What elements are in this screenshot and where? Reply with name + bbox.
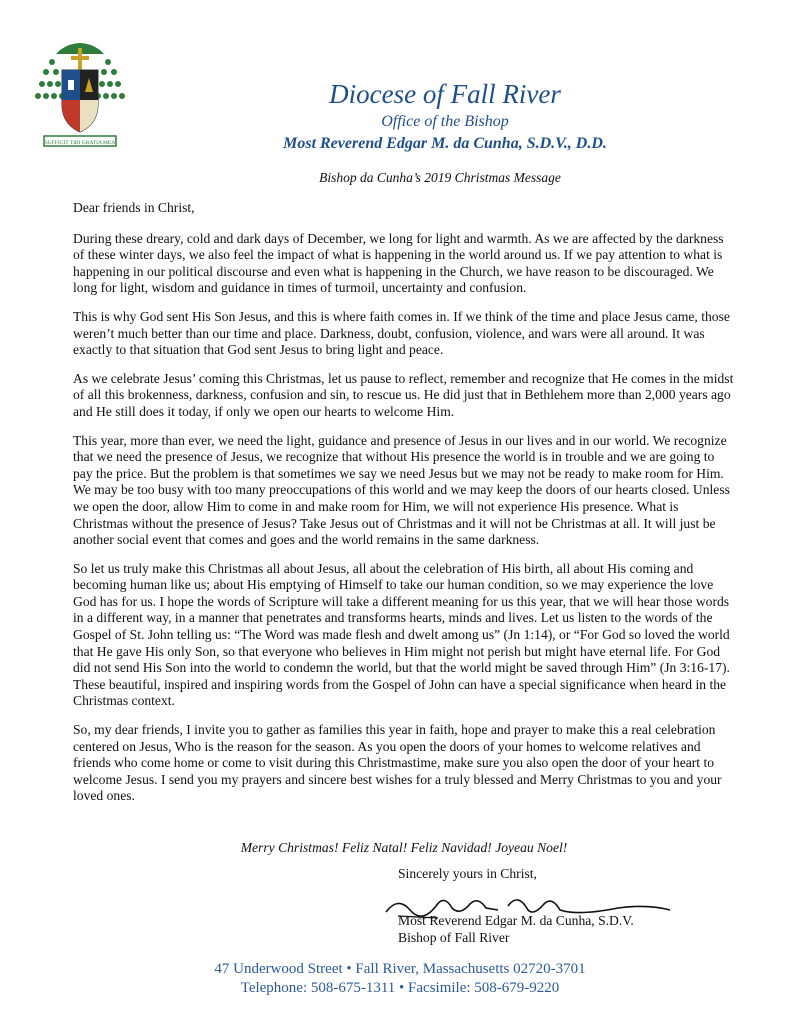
letter-body <box>73 200 735 817</box>
footer-address: 47 Underwood Street • Fall River, Massachusetts 02720-3701 <box>214 961 586 977</box>
closing: Sincerely yours in Christ, <box>398 866 537 881</box>
signature-block <box>398 913 634 946</box>
bishop-name: Most Reverend Edgar M. da Cunha, S.D.V., D.D. <box>283 135 607 152</box>
letterhead <box>215 78 675 154</box>
motto-text: SUFFICIT TIBI GRATIA MEA <box>44 140 116 146</box>
signer-title: Bishop of Fall River <box>398 929 510 945</box>
diocese-name: Diocese of Fall River <box>329 79 561 109</box>
paragraph: As we celebrate Jesus’ coming this Christmas, let us pause to reflect, remember and recognize that He comes in the midst of all this brokenness, darkness, confusion and sin, to rescue us. He did just that in Bethlehem more than 2,000 years ago and He still does it today, if only we open our hearts to welcome Him. <box>73 370 734 419</box>
signer-name: Most Reverend Edgar M. da Cunha, S.D.V. <box>398 913 634 928</box>
office-name: Office of the Bishop <box>381 113 509 130</box>
letter-subtitle: Bishop da Cunha’s 2019 Christmas Message <box>319 170 561 185</box>
footer <box>120 960 680 998</box>
paragraph: So let us truly make this Christmas all about Jesus, all about the celebration of His birth, all about His coming and becoming human like us; about His emptying of Himself to take our human condition, so we may experience the love God has for us. I hope the words of Scripture will take a different meaning for us this year, that we will hear those words in a different way, in a manner that penetrates and transforms hearts, minds and lives. Let us listen to the words of the Gospel of St. John telling us: “The Word was made flesh and dwelt among us” (Jn 1:14), or “For God so loved the world that He gave His only Son, so that everyone who believes in Him might not perish but might have eternal life. For God did not send His Son into the world to condemn the world, but that the world might be saved through Him” (Jn 3:16-17). These beautiful, inspired and inspiring words from the Gospel of John can have a special significance when heard in the Christmas context. <box>73 560 730 709</box>
christmas-wishes: Merry Christmas! Feliz Natal! Feliz Navidad! Joyeau Noel! <box>240 840 568 855</box>
paragraph: This is why God sent His Son Jesus, and this is where faith comes in. If we think of the time and place Jesus came, those weren’t much better than our time and place. Darkness, doubt, confusion, violence, and wars were all around. It was exactly to that situation that God sent Jesus to bring light and peace. <box>73 308 730 358</box>
paragraph: This year, more than ever, we need the light, guidance and presence of Jesus in our lives and in our world. We recognize that we need the presence of Jesus, we recognize that without His presence the world is in trouble and we are going to pay the price. But the problem is that sometimes we say we need Jesus but we may not be ready to make room for Him. We may be too busy with too many preoccupations of this world and we may keep the doors of our hearts closed. Unless we open the door, allow Him to come in and make room for Him, we will not experience His presence. What is Christmas without the presence of Jesus? Take Jesus out of Christmas and it will not be Christmas at all. It will just be another social event that comes and goes and the world remains in the same darkness. <box>73 432 730 548</box>
footer-phone: Telephone: 508-675-1311 • Facsimile: 508-679-9220 <box>240 980 560 996</box>
greeting: Dear friends in Christ, <box>73 200 195 215</box>
coat-of-arms-icon <box>30 32 130 152</box>
paragraph: So, my dear friends, I invite you to gather as families this year in faith, hope and prayer to make this a real celebration centered on Jesus, Who is the reason for the season. As you open the doors of your homes to welcome relatives and friends who come home or come to visit during this Christmastime, make sure you also open the door of your heart to welcome Jesus. I send you my prayers and sincere best wishes for a truly blessed and Merry Christmas to you and your loved ones. <box>73 722 722 804</box>
paragraph: During these dreary, cold and dark days of December, we long for light and warmth. As we are affected by the darkness of these winter days, we also feel the impact of what is happening in the world around us. If we pay attention to what is happening in our political discourse and even what is happening in the Church, we have reason to be discouraged. We long for light, wisdom and guidance in times of turmoil, uncertainty and confusion. <box>73 230 724 296</box>
